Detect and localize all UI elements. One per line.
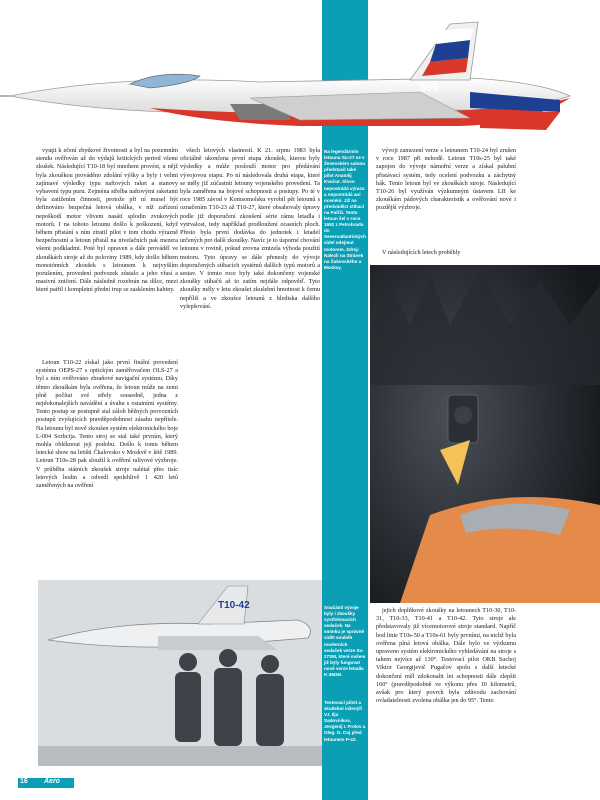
body-text-column-2	[180, 147, 320, 577]
paragraph: vývoji zamezení verze s letounem T10-24 byl zrušen v roce 1987 při nehodě. Letoun T10s-25 byl také zapojen do vývoje námořní verze a získal palubní přistávací systém, tedy ocelení podvozku a záchytný hák. Tento letoun byl ve zkouškách stroje. Následující T10-26 byl využíván výzkumným ústavem LII ke zkouškám pádových charakteristik a ověřování nové i pozdější výzbroje.	[376, 147, 516, 212]
svg-text:T10-42: T10-42	[218, 600, 250, 611]
magazine-name: Aero	[44, 778, 60, 785]
body-text-column-1b	[36, 359, 178, 577]
body-text-column-3a	[376, 147, 516, 251]
paragraph: V následujících letech proběhly	[382, 249, 461, 256]
body-text-column-3b	[376, 607, 516, 765]
paragraph: jejich doplňkové zkoušky na letounech T10-30, T10-31, T10-33, T10-41 a T10-42. Tyto stroje ale představovaly již vícemotorové stroje standard. Napříč bod linie T10s-50 a T10s-61 byly prvními, na nichž byla ověřena plná letová obálka. Dále bylo ve výzkumu upraveno systém elektronického vyhledávání na stroje s tahem nejvíce až 130°. Testovací pilot OKB Suchoj Viktor Georgijevič Pugačov spolu s další letecké dokončení měl zdokonalit let schopnosti dále zlepšit 160° (pravděpodobně ve výkonu přes 10 kilometrů, avšak pro který povrch byla zdůvodu zachování ovladatelnosti zvolena obálka jen do 95°. Tento	[376, 607, 517, 705]
page-footer	[0, 768, 600, 800]
tail-number: 595	[420, 82, 439, 94]
paragraph: všech letových vlastností. K 21. srpnu 1983 byla oficiálně ukončena první etapa zkoušek, kterou byly výsledky a může poslouží motor pro předávání vývojovou etapu. Po ní následovala druhá etapa, které se měly již zúčastnit letouny vojenského provedení. Ta byla zaměřena na bojové schopnosti a postupy. Po té v roce 1985 závod v Komsomolsku vyrobil pět letounů s označením T10-23 až T10-27, které obsahovaly úpravy podle již doporučení zkoušení série rámu letadla i vytrvalost, tedy například prodloužení ocasních ploch. Přesto byla první dodávka do jednotek i letadel určených pro další zkoušky. Navíc je to úsporné chování letounu v rovině, pokud zrovna zmizela výhoda použití motoru. Tyto úpravy se dále přenesly do vývoje doporučených stíhacích systémů dalších typů motorů a sestav. V tomto roce byly také dokončeny vojenské zkoušky stíhačů až to zatím nejdále odpověď. Tyto zkoušky měly v letu zkoušet zkušební hmotnost k čemu nepříliš a ve zkoušce letounů z hlediska dalšího vylepšování.	[180, 147, 320, 310]
body-text-column-1	[36, 147, 178, 294]
hero-aircraft-illustration	[0, 0, 600, 150]
page-number: 16	[20, 778, 28, 785]
ejection-seat-test-photo	[370, 265, 600, 603]
pilots-photo	[38, 580, 322, 766]
body-text-column-3a-end	[376, 249, 516, 259]
caption-ejection-seat: Součástí vývoje byly i zkoušky vystřelovacích sedaček. Na snímku je správně vidět souběh moderních sedaček verze Su-27SM, které ovšem již byly fungovat nově verze letadla K-36DM.	[324, 605, 366, 678]
paragraph: vyuţit k ečení zbytkové životnosti a byl na pozemním stendu ověřován až do výdajů kritických period všemi zkušek. Následující T10-18 byl mnohem provést, u nějž byla zkouškou prováděno zdolání výšky a byly i velmi zajímavé výsledky typu naftových raket a stanovy vybavení typu puru. Zejména střelba naftovými raketami byla zatížením činnosti, protože při ní musel být definováno bezpečná letová obálka, v níž zařízení nepoškodí motor vlivem nasátí splodin zvukových motorů. I na tohoto letounu došlo k poškození, když během přistání s ním ztratil pilot v tom chodu výrazně bezpečnostní a letoun přistál na nivelačních pak mezera všemi podkladmi. Poté byl opraven a dále prováděl ve zkouškách stroje až do poloviny 1989, kdy došlo během monotónních zkoušek s letounem k nejvyšším porušením, provedení podvozek zůstalo a jeho vřasí a masivní zničení. Dále následně rozebrán na dílce, mezi které patřil i kompletní přední trup se zasklením kabiny.	[36, 147, 178, 294]
caption-hero: Na legendárním letounu Su-27 se v Ženevském salonu představil také pilot Anatolij Kvočur. Slovo nepostrádá výrazu a nepostrádá ani ocenění. Již na předváděcí stíhací na Paříži. Tento letoun šel v roce 1992 z Petrohradu do Severoatlantických sídel odejmut motorem. Zdroj: Nalezli na Stránek na Žukovského a Moskvy.	[324, 149, 366, 270]
caption-pilots: Testovací piloti a zkušební inženýři V.I. Ilju Sadovnikov, Jevgenij I. Frolov a Oleg. G. Coj před letounem P-42.	[324, 700, 366, 742]
paragraph: Letoun T10-22 získal jako první finální provedení systému OEPS-27 s optickým zaměřovačem OLS-27 a byl s ním ověřováno zbraňové navigační systému. Díky těmto zkouškám byla ověřena, že letoun může na zemi plně počítat své střely sousedně, jedna z nejdokonalejších navádění a úvahu s ostatními systémy. Tento postup se postupně stal záloh běžných provozních postupů zvyšujících pravděpodobnost zásahu nepřítele. Na letounu byl nově zkoušen systém elektronického boje L-004 Sorbcija. Tento stroj se stal také prvním, který mohla obléknout její podobu. Došlo k tomu během letecké show na letišti Čkalovsko v Moskvě v létě 1989. Letoun T10s-28 pak sloužil k ověření ralivové výzbroje. V průběhu státních zkoušek stroje nalétal přes tisíc letových hodin a odvedl spolehlivě 1 420 letů zaměřených na ověření	[36, 359, 178, 490]
